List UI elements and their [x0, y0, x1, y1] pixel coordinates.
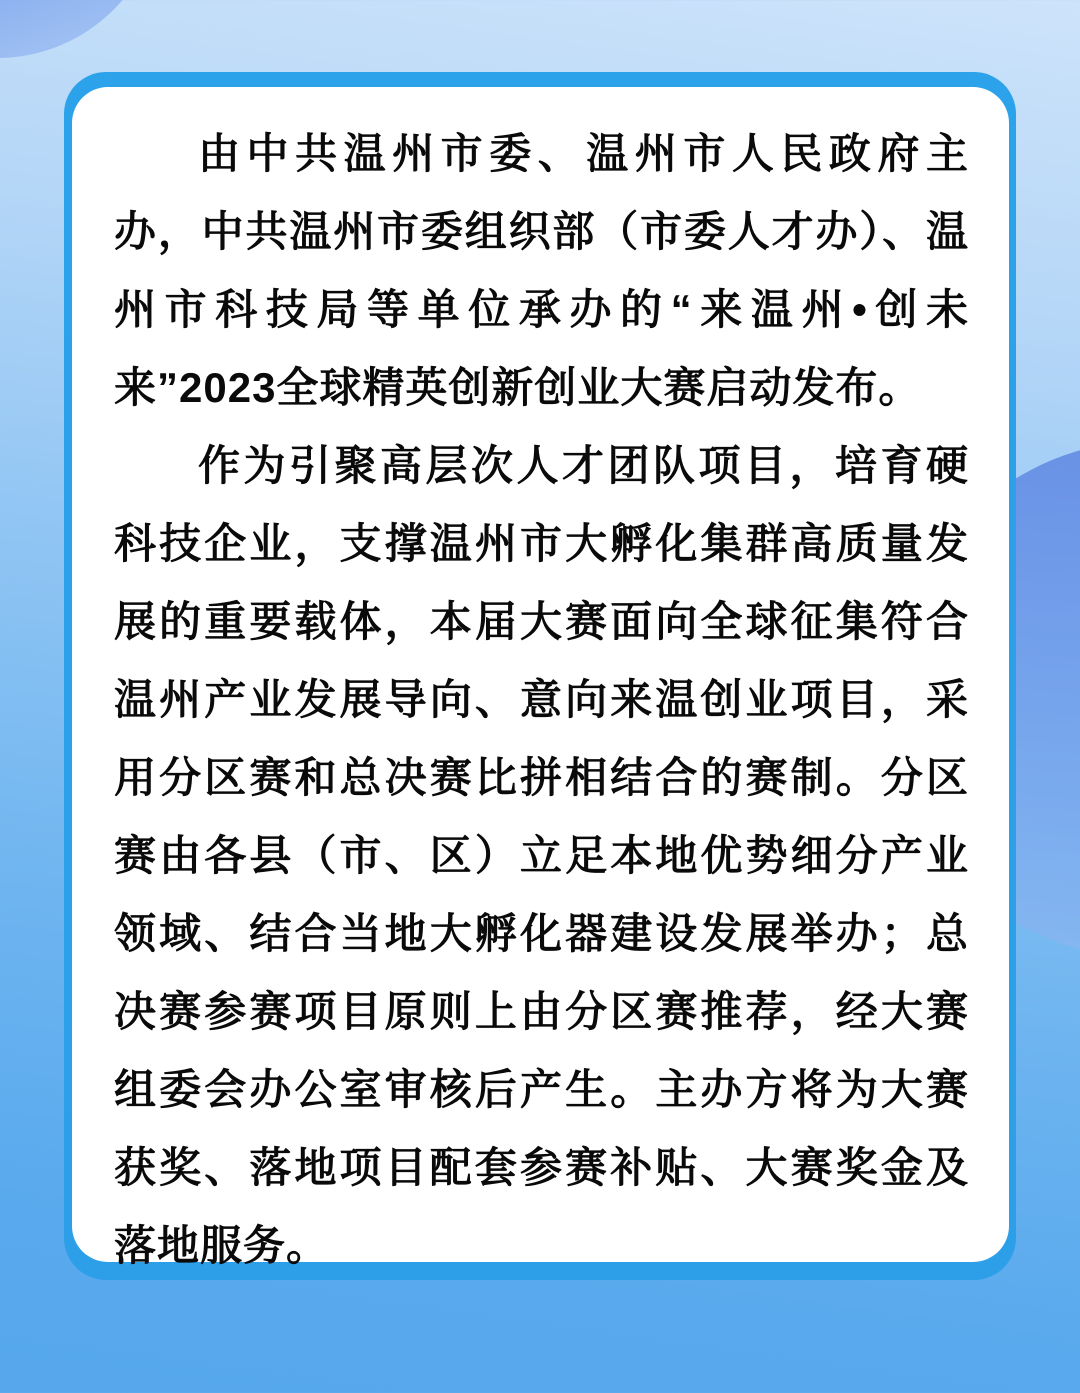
content-card	[72, 87, 1009, 1269]
paragraph-competition-details: 作为引聚高层次人才团队项目，培育硬科技企业，支撑温州市大孵化集群高质量发展的重要载体，本届大赛面向全球征集符合温州产业发展导向、意向来温创业项目，采用分区赛和总决赛比拼相结合的赛制。分区赛由各县（市、区）立足本地优势细分产业领域、结合当地大孵化器建设发展举办；总决赛参赛项目原则上由分区赛推荐，经大赛组委会办公室审核后产生。主办方将为大赛获奖、落地项目配套参赛补贴、大赛奖金及落地服务。	[114, 442, 969, 1269]
paragraph-organizers: 由中共温州市委、温州市人民政府主办，中共温州市委组织部（市委人才办）、温州市科技局等单位承办的“来温州•创未来”2023全球精英创新创业大赛启动发布。	[114, 130, 969, 411]
content-card-border	[64, 72, 1016, 1280]
decorative-circle-top-left	[0, 0, 162, 58]
